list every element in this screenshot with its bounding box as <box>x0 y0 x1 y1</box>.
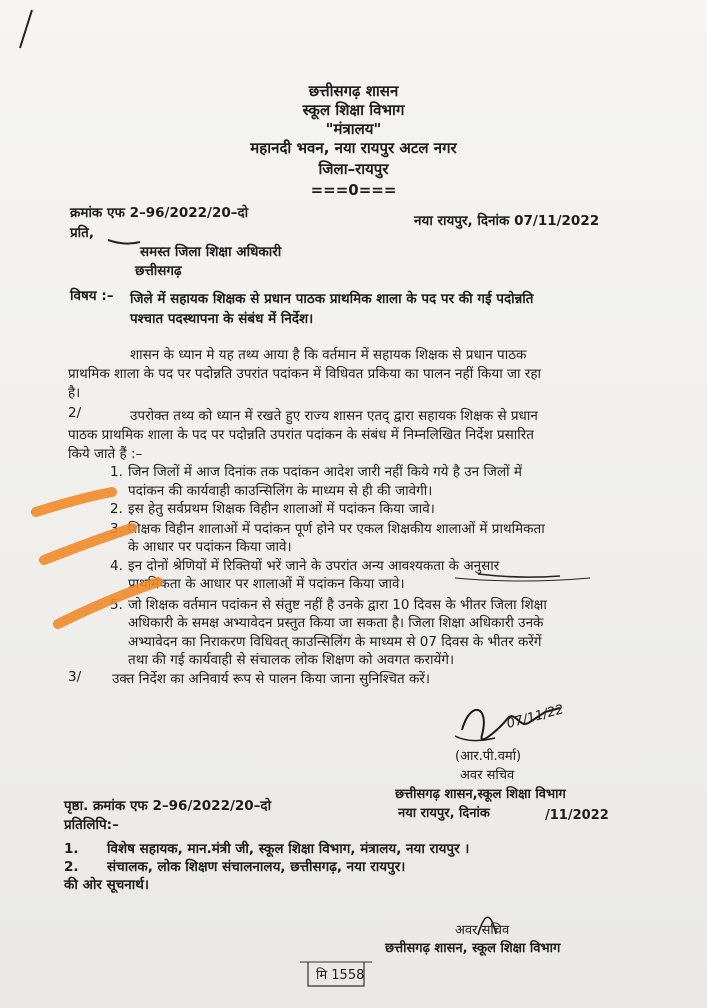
item-4-line1: इन दोनों श्रेणियों में रिक्तियों भरें जाने के उपरांत अन्य आवश्यकता के अनुसार <box>128 558 500 574</box>
item-5-line4: तथा की गई कार्यवाही से संचालक लोक शिक्षण को अवगत करायेंगे। <box>128 652 455 668</box>
header-district: जिला–रायपुर <box>318 160 389 178</box>
para2-num: 2/ <box>68 405 82 421</box>
item-5-line1: जो शिक्षक वर्तमान पदांकन से संतुष्ट नहीं है उनके द्वारा 10 दिवस के भीतर जिला शिक्षा <box>128 597 547 613</box>
copy-closing: की ओर सूचनार्थ। <box>64 877 150 893</box>
ref-date: नया रायपुर, दिनांक 07/11/2022 <box>414 213 600 229</box>
copy-ref: पृष्ठा. क्रमांक एफ 2–96/2022/20–दो <box>64 798 272 814</box>
para1-line1: शासन के ध्यान मे यह तथ्य आया है कि वर्तमान में सहायक शिक्षक से प्रधान पाठक <box>130 347 527 363</box>
to-line1: समस्त जिला शिक्षा अधिकारी <box>140 244 282 260</box>
item-2-number: 2. <box>110 501 123 517</box>
signatory2-org: छत्तीसगढ़ शासन, स्कूल शिक्षा विभाग <box>385 941 561 956</box>
header-govt: छत्तीसगढ़ शासन <box>308 82 399 100</box>
copy-item-1-number: 1. <box>64 841 79 857</box>
item-3-line1: शिक्षक विहीन शालाओं में पदांकन पूर्ण होने पर एकल शिक्षकीय शालाओं में प्राथमिकता <box>128 521 545 537</box>
copy-item-1-text: विशेष सहायक, मान.मंत्री जी, स्कूल शिक्षा विभाग, मंत्रालय, नया रायपुर । <box>107 841 470 857</box>
signatory-name: (आर.पी.वर्मा) <box>455 749 522 764</box>
item-4-line2: प्राथमिकता के आधार पर शालाओं में पदांकन किया जावे। <box>128 576 405 592</box>
para2-line3: किये जाते हैं :– <box>68 446 143 462</box>
para2-line2: पाठक प्राथमिक शाला के पद पर पदोन्नति उपरांत पदांकन के संबंध में निम्नलिखित निर्देश प्रसारित <box>68 427 534 443</box>
item-3-line2: के आधार पर पदांकन किया जावे। <box>128 539 292 555</box>
header-address: महानदी भवन, नया रायपुर अटल नगर <box>250 139 457 157</box>
file-stamp-box <box>308 962 364 986</box>
to-line2: छत्तीसगढ़ <box>135 263 182 279</box>
signatory2-designation: अवर सचिव <box>455 923 510 938</box>
highlighter-stroke-icon <box>36 492 112 512</box>
para1-line3: है। <box>68 385 81 401</box>
signatory-date-blank: /11/2022 <box>545 808 609 823</box>
item-1-line1: जिन जिलों में आज दिनांक तक पदांकन आदेश जारी नहीं किये गये है उन जिलों में <box>128 464 522 480</box>
signatory-org: छत्तीसगढ़ शासन,स्कूल शिक्षा विभाग <box>395 787 566 802</box>
item-5-line3: अभ्यावेदन का निराकरण विधिवत् काउन्सिलिंग के माध्यम से 07 दिवस के भीतर करेंगें <box>128 634 542 650</box>
item-4-number: 4. <box>110 558 123 574</box>
file-stamp-text: मि 1558 <box>316 968 365 983</box>
ref-number: क्रमांक एफ 2–96/2022/20–दो <box>70 205 249 221</box>
para2-line1: उपरोक्त तथ्य को ध्यान में रखते हुए राज्य शासन एतद् द्वारा सहायक शिक्षक से प्रधान <box>130 408 538 424</box>
pen-mark-icon <box>20 10 32 48</box>
copy-label: प्रतिलिपि:– <box>64 817 119 833</box>
item-5-line2: अधिकारी के समक्ष अभ्यावेदन प्रस्तुत किया जा सकता है। जिला शिक्षा अधिकारी उनके <box>128 615 544 631</box>
to-prefix: प्रति, <box>70 225 95 241</box>
pen-tick-icon <box>108 240 140 244</box>
item-3-number: 3. <box>110 521 123 537</box>
highlighter-stroke-icon <box>44 528 132 560</box>
copy-item-2-text: संचालक, लोक शिक्षण संचालनालय, छत्तीसगढ़, नया रायपुर। <box>107 859 406 875</box>
subject-line1: जिले में सहायक शिक्षक से प्रधान पाठक प्राथमिक शाला के पद पर की गई पदोन्नति <box>130 291 534 307</box>
signatory-place-date: नया रायपुर, दिनांक <box>398 806 490 821</box>
item-1-line2: पदांकन की कार्यवाही काउन्सिलिंग के माध्यम से ही की जावेगी। <box>128 483 433 499</box>
pen-underline-icon <box>455 578 590 581</box>
copy-item-2-number: 2. <box>64 859 79 875</box>
header-dept: स्कूल शिक्षा विभाग <box>302 101 405 119</box>
item-1-number: 1. <box>110 464 123 480</box>
signatory-designation: अवर सचिव <box>460 768 515 783</box>
para3-num: 3/ <box>68 669 82 685</box>
para1-line2: प्राथमिक शाला के पद पर पदोन्नति उपरांत पदांकन में विधिवत प्रकिया का पालन नहीं किया जा रहा <box>68 366 541 382</box>
header-separator: ===0=== <box>310 181 397 199</box>
para3-text: उक्त निर्देश का अनिवार्य रूप से पालन किया जाना सुनिश्चित करें। <box>112 671 430 687</box>
subject-line2: पश्चात पदस्थापना के संबंध में निर्देश। <box>130 311 314 327</box>
handwritten-signature-icon <box>478 917 496 935</box>
handwritten-date-text: 07/11/22 <box>505 702 566 732</box>
highlighter-stroke-icon <box>58 582 158 624</box>
header-ministry: "मंत्रालय" <box>325 120 382 138</box>
item-5-number: 5. <box>110 597 123 613</box>
subject-label: विषय :– <box>70 288 114 304</box>
pen-underline-icon <box>478 574 560 577</box>
item-2-line1: इस हेतु सर्वप्रथम शिक्षक विहीन शालाओं में पदांकन किया जावे। <box>128 501 435 517</box>
